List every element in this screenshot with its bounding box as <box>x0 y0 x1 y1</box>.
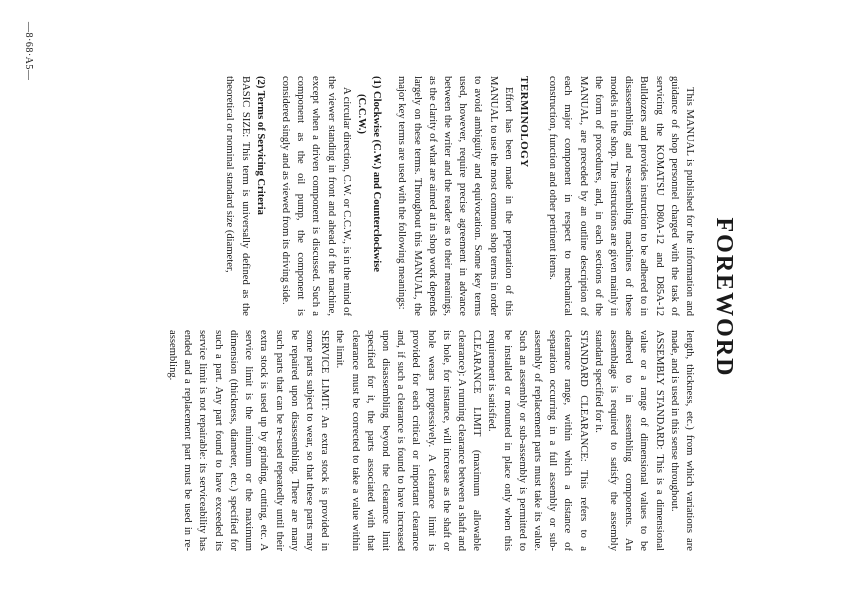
clearance-limit-paragraph: CLEARANCE LIMIT (maximum allowable clearance): A running clearance between a shaft and its hole, for instance, will increase as the shaft or hole wears progressively. A clearance limit is provided for each critical or important clearance and, if such a clearance is found to have increased upon disassembling beyond the clearance limit specified for it, the parts associated with that clearance must be corrected to take a value within the limit. <box>334 330 483 551</box>
basic-size-continued: length, thickness, etc.) from which variations are made, and is used in this sense throughout. <box>668 330 695 551</box>
terminology-heading: TERMINOLOGY <box>517 76 530 168</box>
right-column <box>165 330 697 551</box>
left-column <box>222 76 697 316</box>
section-2-heading: (2) Terms of Servicing Criteria <box>254 76 266 215</box>
service-limit-paragraph: SERVICE LIMIT: An extra stock is provided in some parts subject to wear, so that these parts may be repaired upon disassembling. There are many such parts that can be re-used repeatedly until their extra stock is used up by grinding, cutting, etc. A service limit is the minimum or the maximum dimension (thickness, diameter, etc.) specified for such a part. Any part found to have exceeded its service limit is not repairable: its serviceability has ended and a replacement part must be used in re-assembling. <box>167 330 331 551</box>
intro-paragraph: This MANUAL is published for the information and guidance of shop personnel charged with the task of servicing the KOMATSU D80A-12 and D85A-12 Bulldozers and provides instruction to be adhered to in disassembling and re-assembling machines of these models in the shop. The instructions are given mainly in the form of procedures, and, in each sections of the MANUAL, are preceded by an outline description of each major component in respect to mechanical construction, function and other pertinent items. <box>547 76 695 316</box>
section-1-paragraph: A circular direction, C.W. or C.C.W., is in the mind of the viewer standing in front and ahead of the machine, except when a driven component is discussed. Such a component as the oil pump, the component is considered singly and as viewed from its driving side. <box>279 76 352 317</box>
section-1-heading: (1) Clockwise (C.W.) and Counterclockwise <box>371 76 383 272</box>
page-title: FOREWORD <box>711 217 737 378</box>
basic-size-paragraph: BASIC SIZE: This term is universally defined as the theoretical or nominal standard size (diameter, <box>224 76 251 316</box>
page-number: —8·68·A5— <box>23 22 34 81</box>
terminology-paragraph: Effort has been made in the preparation of this MANUAL to use the most common shop terms in order to avoid ambiguity and equivocation. Some key terms used, however, require precise agreement in advance between the writer and the reader as to their meanings, as the clarity of what are aimed at in shop work depends largely on these terms. Throughout this MANUAL, the major key terms are used with the following meanings: <box>396 76 514 316</box>
standard-clearance-paragraph: STANDARD CLEARANCE: This refers to a clearance range, within which a distance of separation occurring in a full assembly or sub-assembly of replacement parts must take its value. Such an assembly or sub-assembly is permitted to be installed or mounted in place only when this requirement is satisfied. <box>486 330 589 551</box>
assembly-standard-paragraph: ASSEMBLY STANDARD: This is a dimensional value or a range of dimensional values to be adhered to in assembling components. An assemblage is required to satisfy the assembly standard specified for it. <box>592 330 665 551</box>
section-1-subheading: (C.C.W.) <box>355 94 367 134</box>
